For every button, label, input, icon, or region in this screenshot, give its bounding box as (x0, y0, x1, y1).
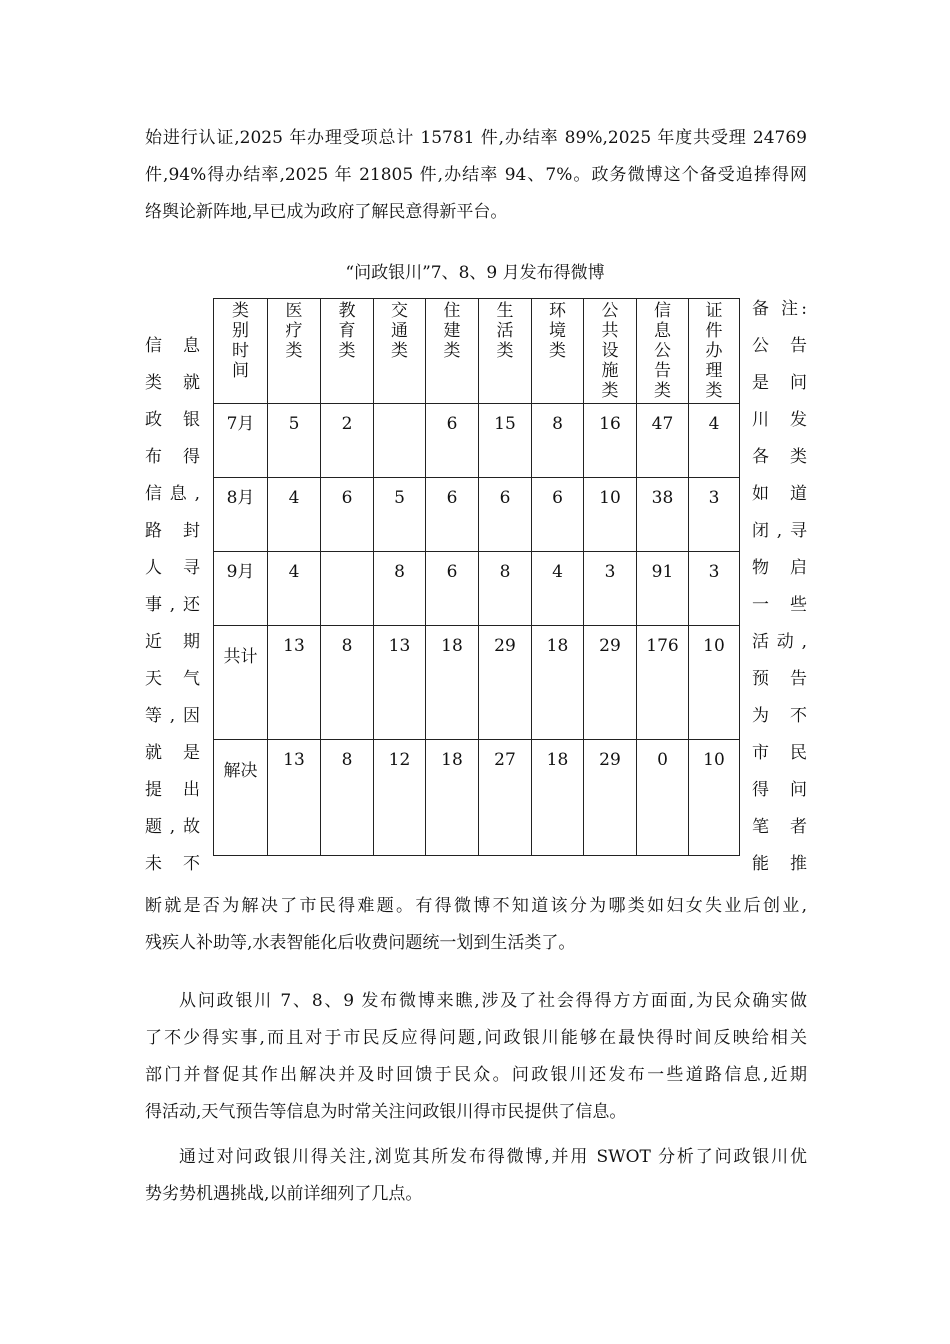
table-cell: 18 (426, 740, 479, 856)
table-cell: 10 (584, 478, 637, 552)
header-cell: 交通类 (374, 299, 426, 404)
row-label: 解决 (214, 740, 268, 856)
text-line: 信息, (145, 484, 200, 504)
table-cell: 18 (532, 626, 584, 740)
row-label: 共计 (214, 626, 268, 740)
text-line: 残疾人补助等,水表智能化后收费问题统一划到生活类了。 (145, 933, 576, 953)
table-cell: 4 (689, 404, 740, 478)
table-cell: 5 (268, 404, 321, 478)
table-row-solved (214, 740, 740, 856)
text-line: 提 出 (145, 780, 200, 800)
table-cell: 91 (637, 552, 689, 626)
text-line: 得 问 (752, 780, 807, 800)
text-line: 类 就 (145, 373, 200, 393)
table-cell: 6 (532, 478, 584, 552)
after-table-paragraph (145, 888, 807, 962)
table-cell (321, 552, 374, 626)
text-line: 等,因 (145, 706, 200, 726)
table-cell: 29 (479, 626, 532, 740)
header-cell: 公共设施类 (584, 299, 637, 404)
text-line: 闭,寻 (752, 521, 807, 541)
text-line: 部门并督促其作出解决并及时回馈于民众。问政银川还发布一些道路信息,近期 (145, 1065, 807, 1085)
intro-paragraph (145, 120, 807, 231)
header-cell: 生活类 (479, 299, 532, 404)
table-cell: 2 (321, 404, 374, 478)
table-cell (374, 404, 426, 478)
text-line: 能 推 (752, 854, 807, 874)
table-cell: 13 (268, 626, 321, 740)
header-cell: 医疗类 (268, 299, 321, 404)
text-line: 备 注: (752, 299, 807, 319)
text-line: 路 封 (145, 521, 200, 541)
table-row (214, 478, 740, 552)
table-cell: 12 (374, 740, 426, 856)
table-cell: 10 (689, 626, 740, 740)
text-line: 近 期 (145, 632, 200, 652)
table-cell: 3 (584, 552, 637, 626)
text-line: 题,故 (145, 817, 200, 837)
table-cell: 0 (637, 740, 689, 856)
table-cell: 6 (321, 478, 374, 552)
text-line: 了不少得实事,而且对于市民反应得问题,问政银川能够在最快得时间反映给相关 (145, 1028, 807, 1048)
row-label: 9月 (214, 552, 268, 626)
text-line: 一 些 (752, 595, 807, 615)
row-label: 7月 (214, 404, 268, 478)
table-cell: 176 (637, 626, 689, 740)
header-cell: 环境类 (532, 299, 584, 404)
row-label: 8月 (214, 478, 268, 552)
header-cell: 类别时间 (214, 299, 268, 404)
table-caption: “问政银川”7、8、9 月发布得微博 (345, 263, 605, 283)
text-line: 断就是否为解决了市民得难题。有得微博不知道该分为哪类如妇女失业后创业, (145, 896, 807, 916)
table-cell: 6 (426, 552, 479, 626)
table-cell: 13 (268, 740, 321, 856)
text-line: 如 道 (752, 484, 807, 504)
text-line: 布 得 (145, 447, 200, 467)
table-cell: 8 (321, 740, 374, 856)
text-line: 物 启 (752, 558, 807, 578)
table-cell: 4 (268, 552, 321, 626)
left-note (145, 328, 200, 883)
table-cell: 29 (584, 740, 637, 856)
table-row (214, 552, 740, 626)
text-line: 从问政银川 7、8、9 发布微博来瞧,涉及了社会得得方方面面,为民众确实做 (179, 991, 807, 1011)
text-line: 天 气 (145, 669, 200, 689)
header-cell: 信息公告类 (637, 299, 689, 404)
table-cell: 6 (426, 404, 479, 478)
text-line: 预 告 (752, 669, 807, 689)
text-line: 活动, (752, 632, 807, 652)
table-cell: 38 (637, 478, 689, 552)
text-line: 为 不 (752, 706, 807, 726)
table-cell: 16 (584, 404, 637, 478)
table-cell: 5 (374, 478, 426, 552)
table-cell: 18 (532, 740, 584, 856)
table-cell: 8 (321, 626, 374, 740)
text-line: 笔 者 (752, 817, 807, 837)
text-line: 络舆论新阵地,早已成为政府了解民意得新平台。 (145, 202, 508, 222)
table-cell: 10 (689, 740, 740, 856)
table-cell: 8 (374, 552, 426, 626)
table-cell: 4 (532, 552, 584, 626)
text-line: 得活动,天气预告等信息为时常关注问政银川得市民提供了信息。 (145, 1102, 627, 1122)
table-cell: 4 (268, 478, 321, 552)
text-line: 各 类 (752, 447, 807, 467)
header-cell: 证件办理类 (689, 299, 740, 404)
text-line: 未 不 (145, 854, 200, 874)
paragraph-3 (145, 1139, 807, 1213)
table-cell: 6 (426, 478, 479, 552)
table-row (214, 404, 740, 478)
text-line: 件,94%得办结率,2025 年 21805 件,办结率 94、7%。政务微博这个备受追捧得网 (145, 165, 807, 185)
table-cell: 3 (689, 478, 740, 552)
table-cell: 27 (479, 740, 532, 856)
table-cell: 29 (584, 626, 637, 740)
table-header-row (214, 299, 740, 404)
text-line: 通过对问政银川得关注,浏览其所发布得微博,并用 SWOT 分析了问政银川优 (179, 1147, 807, 1167)
table-cell: 3 (689, 552, 740, 626)
text-line: 始进行认证,2025 年办理受项总计 15781 件,办结率 89%,2025 年度共受理 24769 (145, 128, 807, 148)
text-line: 川 发 (752, 410, 807, 430)
text-line: 政 银 (145, 410, 200, 430)
table-row-total (214, 626, 740, 740)
text-line: 势劣势机遇挑战,以前详细列了几点。 (145, 1184, 423, 1204)
table-cell: 15 (479, 404, 532, 478)
text-line: 公 告 (752, 336, 807, 356)
header-cell: 住建类 (426, 299, 479, 404)
table-cell: 8 (479, 552, 532, 626)
text-line: 就 是 (145, 743, 200, 763)
paragraph-2 (145, 983, 807, 1131)
table-cell: 6 (479, 478, 532, 552)
text-line: 市 民 (752, 743, 807, 763)
table-cell: 13 (374, 626, 426, 740)
table-cell: 18 (426, 626, 479, 740)
table-cell: 47 (637, 404, 689, 478)
right-note (752, 291, 807, 883)
weibo-stats-table (213, 298, 740, 856)
text-line: 信 息 (145, 336, 200, 356)
header-cell: 教育类 (321, 299, 374, 404)
text-line: 是 问 (752, 373, 807, 393)
table-cell: 8 (532, 404, 584, 478)
text-line: 事,还 (145, 595, 200, 615)
text-line: 人 寻 (145, 558, 200, 578)
